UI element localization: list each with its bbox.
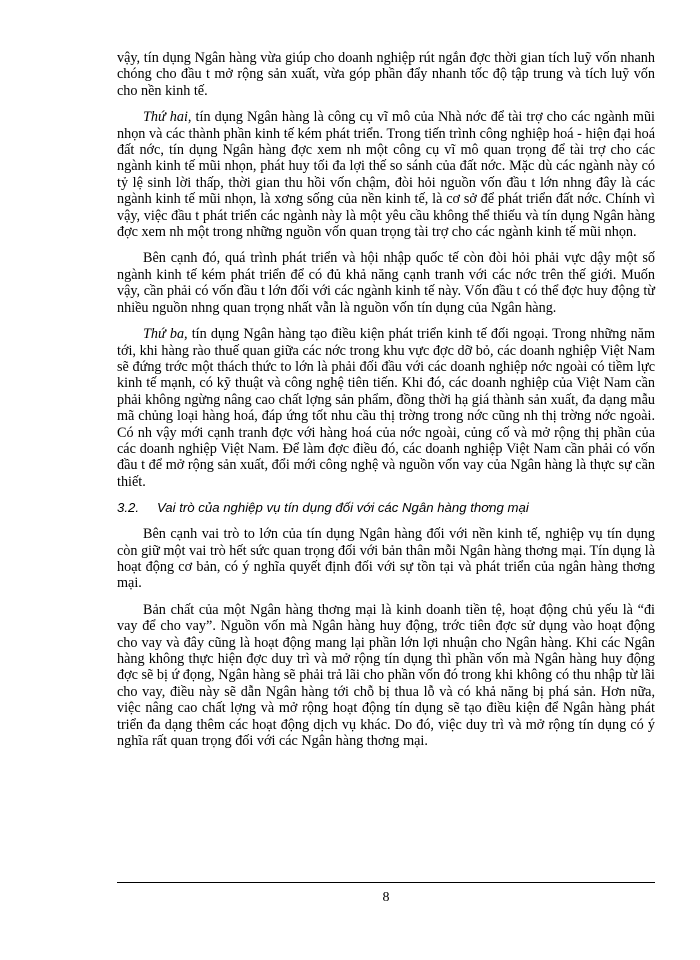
section-number: 3.2. bbox=[117, 500, 139, 516]
paragraph-4-lead: Thứ ba, bbox=[143, 326, 188, 343]
page-number: 8 bbox=[382, 890, 390, 905]
paragraph-2 bbox=[117, 109, 655, 240]
section-heading bbox=[117, 500, 655, 515]
paragraph-4-body: tín dụng Ngân hàng tạo điều kiện phát triển kinh tế đối ngoại. Trong những năm tới, khi hàng rào thuế quan giữa các nớc trong khu vực đợc dỡ bỏ, các doanh nghiệp Việt Nam sẽ đứng trớc một thách thức to lớn là phải đối đầu với các doanh nghiệp nớc ngoài có tiềm lực kinh tế mạnh, có kỹ thuật và công nghệ tiên tiến. Khi đó, các doanh nghiệp của Việt Nam cần phải không ngừng nâng cao chất lợng sản phẩm, đồng thời hạ giá thành sản xuất, đa dạng mẫu mã chủng loại hàng hoá, đáp ứng tốt nhu cầu thị trờng trong nớc cũng nh thị trờng nớc ngoài. Có nh vậy mới cạnh tranh đợc với hàng hoá của nớc ngoài, củng cố và mở rộng thị phần của các doanh nghiệp Việt Nam. Để làm đợc điều đó, các doanh nghiệp Việt Nam cần phải có vốn đầu t để mở rộng sản xuất, đổi mới công nghệ và nguồn vốn vay của Ngân hàng là thực sự cần thiết. bbox=[117, 326, 655, 490]
paragraph-4 bbox=[117, 326, 655, 490]
section-title: Vai trò của nghiệp vụ tín dụng đối với các Ngân hàng thơng mại bbox=[157, 500, 529, 516]
paragraph-2-lead: Thứ hai, bbox=[143, 109, 192, 126]
page-body bbox=[117, 50, 655, 759]
paragraph-2-body: tín dụng Ngân hàng là công cụ vĩ mô của Nhà nớc để tài trợ cho các ngành mũi nhọn và các thành phần kinh tế kém phát triển. Trong tiến trình công nghiệp hoá - hiện đại hoá đất nớc, tín dụng Ngân hàng đợc xem nh một công cụ vĩ mô quan trọng để tài trợ cho các ngành kinh tế mũi nhọn, phát huy tối đa lợi thế so sánh của đất nớc. Mặc dù các ngành này có tỷ lệ sinh lời thấp, thời gian thu hồi vốn chậm, đòi hỏi nguồn vốn đầu t lớn nhng đây là các ngành kinh tế mũi nhọn, là xơng sống của nền kinh tế, là cơ sở để phát triển đất nớc. Chính vì vậy, việc đầu t phát triển các ngành này là một yêu cầu không thể thiếu và tín dụng Ngân hàng đợc xem nh một trong những nguồn vốn quan trọng tài trợ cho các ngành kinh tế mũi nhọn. bbox=[117, 109, 655, 241]
footer-divider bbox=[117, 882, 655, 883]
paragraph-6: Bản chất của một Ngân hàng thơng mại là kinh doanh tiền tệ, hoạt động chủ yếu là “đi vay để cho vay”. Nguồn vốn mà Ngân hàng huy động, trớc tiên đợc sử dụng vào hoạt động cho vay và đây cũng là hoạt động mang lại phần lớn lợi nhuận cho Ngân hàng. Khi các Ngân hàng không thực hiện đợc duy trì và mở rộng tín dụng thì phần vốn mà Ngân hàng huy động đợc sẽ bị ứ đọng, Ngân hàng sẽ phải trả lãi cho phần vốn đó trong khi không có thu nhập từ lãi cho vay, điều này sẽ dẫn Ngân hàng tới chỗ bị thua lỗ và có khả năng bị phá sản. Hơn nữa, việc nâng cao chất lợng và mở rộng hoạt động tín dụng sẽ tạo điều kiện để Ngân hàng phát triển đa dạng thêm các hoạt động dịch vụ khác. Do đó, việc duy trì và mở rộng tín dụng có ý nghĩa rất quan trọng đối với các Ngân hàng thơng mại. bbox=[117, 601, 655, 750]
paragraph-5: Bên cạnh vai trò to lớn của tín dụng Ngân hàng đối với nền kinh tế, nghiệp vụ tín dụng còn giữ một vai trò hết sức quan trọng đối với bản thân mỗi Ngân hàng thơng mại. Tín dụng là hoạt động cơ bản, có ý nghĩa quyết định đối với sự tồn tại và phát triển của ngân hàng thơng mại. bbox=[117, 526, 655, 592]
paragraph-3: Bên cạnh đó, quá trình phát triển và hội nhập quốc tế còn đòi hỏi phải vực dậy một số ngành kinh tế kém phát triển để có đủ khả năng cạnh tranh với các nớc trên thế giới. Muốn vậy, cần phải có vốn đầu t lớn đối với các ngành kinh tế này. Vốn đầu t có thể đợc huy động từ nhiều nguồn nhng quan trọng nhất vẫn là nguồn vốn tín dụng của Ngân hàng. bbox=[117, 250, 655, 316]
paragraph-1: vậy, tín dụng Ngân hàng vừa giúp cho doanh nghiệp rút ngắn đợc thời gian tích luỹ vốn nhanh chóng cho đầu t mở rộng sản xuất, vừa góp phần đẩy nhanh tốc độ tập trung và tích luỹ vốn cho nền kinh tế. bbox=[117, 50, 655, 99]
